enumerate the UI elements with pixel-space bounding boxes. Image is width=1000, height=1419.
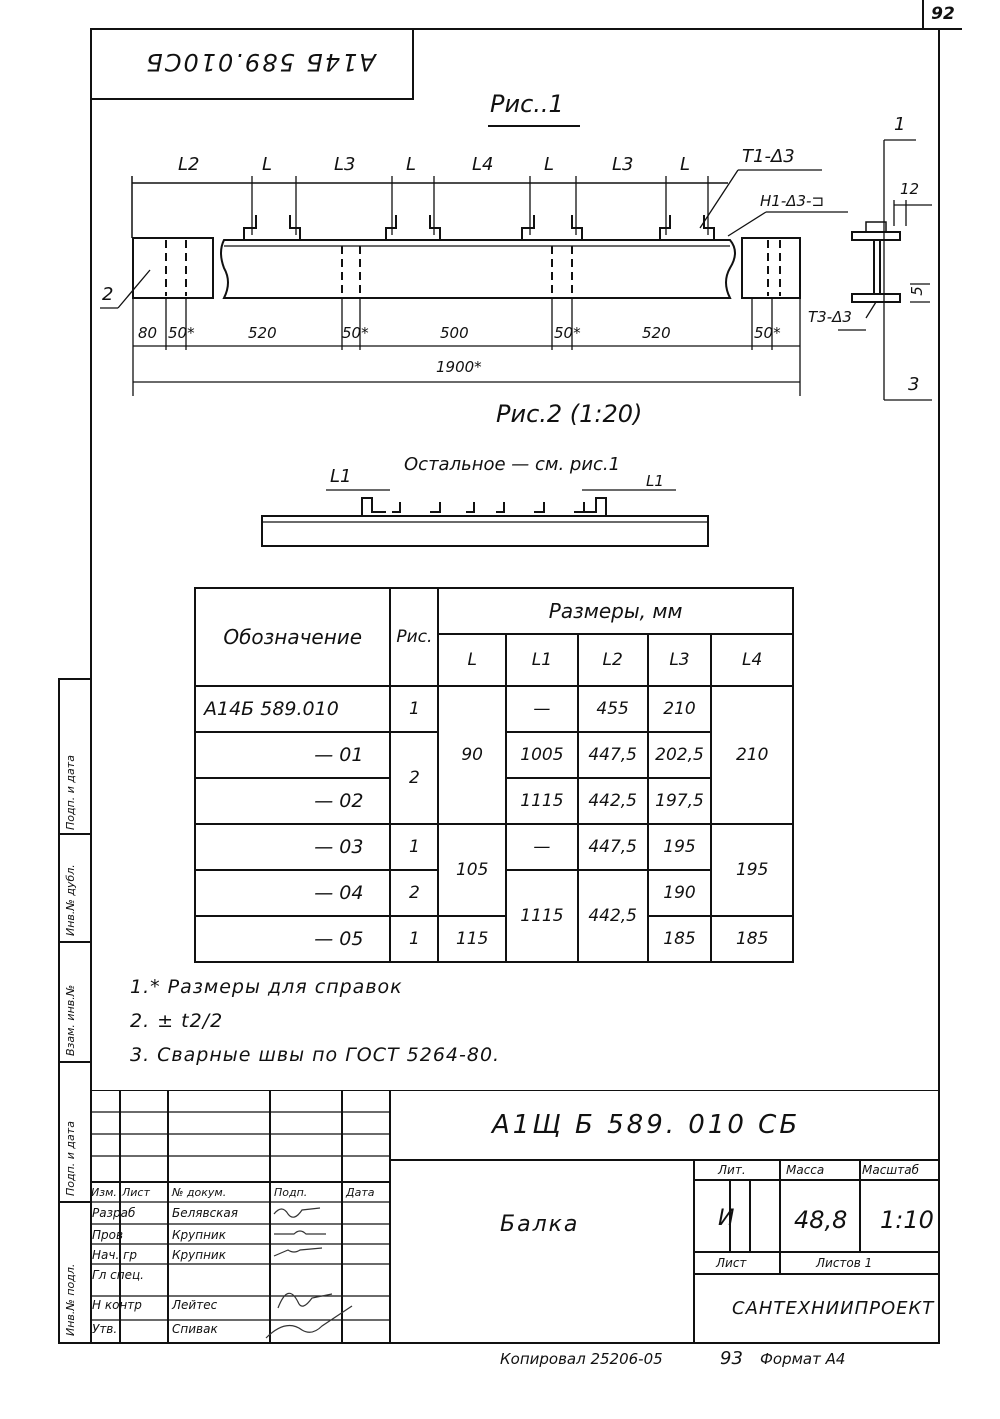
lit-label: Лит. — [718, 1163, 746, 1177]
figure2-drawing — [0, 440, 1000, 560]
signature-marks — [266, 1208, 352, 1338]
size-table — [194, 587, 794, 963]
hdr-podp: Подп. — [274, 1186, 308, 1199]
section-dim-5: 5 — [907, 286, 926, 296]
row-l3: 185 — [648, 916, 712, 962]
row-l3: 197,5 — [648, 778, 712, 824]
bottom-dim-80: 80 — [138, 324, 158, 342]
cell-l-merged-a: 90 — [438, 686, 506, 824]
subheader-l3: L3 — [648, 634, 712, 686]
overall-dim: 1900* — [436, 358, 482, 376]
row-l2: 447,5 — [578, 732, 648, 778]
figure1-title: Рис..1 — [490, 90, 564, 118]
name-nachgr: Крупник — [172, 1248, 226, 1262]
fig1-label-l2: L2 — [178, 154, 200, 175]
row-l2: 442,5 — [578, 778, 648, 824]
bottom-dim-50-3: 50* — [554, 324, 581, 342]
row-designation: А14Б 589.010 — [195, 686, 390, 732]
row-l3: 190 — [648, 870, 712, 916]
row-l4: 185 — [711, 916, 793, 962]
page-number: 92 — [922, 0, 962, 30]
header-sizes: Размеры, мм — [438, 588, 793, 634]
footer-format: Формат А4 — [760, 1350, 846, 1368]
row-l3: 210 — [648, 686, 712, 732]
side-label-podp2: Подп. и дата — [64, 1121, 77, 1196]
cell-l4-merged-b: 195 — [711, 824, 793, 916]
row-designation: — 04 — [195, 870, 390, 916]
role-nachgr: Нач. гр — [92, 1248, 138, 1262]
mass-value: 48,8 — [794, 1206, 848, 1234]
fig1-label-l-2: L — [406, 154, 417, 175]
row-designation: — 05 — [195, 916, 390, 962]
row-l3: 195 — [648, 824, 712, 870]
cell-l4-merged-a: 210 — [711, 686, 793, 824]
row-l1: — — [506, 686, 578, 732]
side-label-podp1: Подп. и дата — [64, 755, 77, 830]
callout-2: 2 — [102, 284, 114, 305]
section-dim-12: 12 — [900, 180, 920, 198]
cell-l-merged-b: 105 — [438, 824, 506, 916]
weld-t3: Т3-Δ3 — [808, 308, 852, 326]
note-1: 1.* Размеры для справок — [130, 976, 403, 998]
role-utv: Утв. — [92, 1322, 118, 1336]
subheader-l: L — [438, 634, 506, 686]
row-l2: 447,5 — [578, 824, 648, 870]
fig1-label-l-4: L — [680, 154, 691, 175]
hdr-list: Лист — [122, 1186, 150, 1199]
mass-label: Масса — [786, 1163, 825, 1177]
figure2-note: Остальное — см. рис.1 — [404, 454, 621, 475]
bottom-dim-50-4: 50* — [754, 324, 781, 342]
role-razrab: Разраб — [92, 1206, 136, 1220]
row-designation: — 02 — [195, 778, 390, 824]
bottom-dim-50-1: 50* — [168, 324, 195, 342]
fig1-label-l-1: L — [262, 154, 273, 175]
cell-l2-merged: 442,5 — [578, 870, 648, 962]
weld-t1: Т1-Δ3 — [742, 146, 795, 167]
row-l: 115 — [438, 916, 506, 962]
org-name: САНТЕХНИИПРОЕКТ — [732, 1298, 935, 1319]
bottom-dim-50-2: 50* — [342, 324, 369, 342]
figure2-title: Рис.2 (1:20) — [496, 400, 643, 428]
row-fig: 1 — [390, 916, 438, 962]
bottom-dim-520-1: 520 — [248, 324, 277, 342]
row-fig: 2 — [390, 870, 438, 916]
header-fig: Рис. — [390, 588, 438, 686]
cell-l1-merged: 1115 — [506, 870, 578, 962]
row-designation: — 01 — [195, 732, 390, 778]
figure1-drawing — [0, 0, 1000, 440]
row-l1: — — [506, 824, 578, 870]
fig1-label-l4: L4 — [472, 154, 494, 175]
lit-value: И — [718, 1206, 735, 1231]
role-nkontr: Н контр — [92, 1298, 142, 1312]
note-3: 3. Сварные швы по ГОСТ 5264-80. — [130, 1044, 501, 1066]
scale-value: 1:10 — [880, 1206, 934, 1234]
figure2-l1-left: L1 — [330, 466, 352, 487]
header-designation: Обозначение — [195, 588, 390, 686]
role-prov: Пров — [92, 1228, 124, 1242]
scale-label: Масштаб — [862, 1163, 920, 1177]
fig1-label-l-3: L — [544, 154, 555, 175]
title-name: Балка — [500, 1212, 580, 1237]
name-prov: Крупник — [172, 1228, 226, 1242]
bottom-dim-520-2: 520 — [642, 324, 671, 342]
name-razrab: Белявская — [172, 1206, 238, 1220]
title-doc-code: А1Щ Б 589. 010 СБ — [492, 1110, 801, 1140]
subheader-l1: L1 — [506, 634, 578, 686]
sheets-label: Листов 1 — [816, 1256, 873, 1270]
footer-copied: Копировал 25206-05 — [500, 1350, 663, 1368]
notes-block — [130, 970, 500, 1072]
row-fig: 1 — [390, 686, 438, 732]
row-l2: 455 — [578, 686, 648, 732]
subheader-l4: L4 — [711, 634, 793, 686]
side-label-dubl: Инв.№ дубл. — [64, 864, 77, 936]
sheet-label: Лист — [716, 1256, 747, 1270]
row-l1: 1115 — [506, 778, 578, 824]
side-label-podl: Инв.№ подл. — [64, 1263, 77, 1336]
footer-code: 93 — [720, 1348, 743, 1369]
row-l3: 202,5 — [648, 732, 712, 778]
note-2: 2. ± t2/2 — [130, 1010, 224, 1032]
callout-3: 3 — [908, 374, 920, 395]
callout-1: 1 — [894, 114, 906, 135]
fig1-label-l3-2: L3 — [612, 154, 634, 175]
name-nkontr: Лейтес — [172, 1298, 218, 1312]
inverted-stamp-code: A14Б 589.010СБ — [144, 48, 376, 76]
row-l1: 1005 — [506, 732, 578, 778]
side-label-vzam: Взам. инв.№ — [64, 984, 77, 1056]
hdr-data: Дата — [346, 1186, 375, 1199]
row-fig: 1 — [390, 824, 438, 870]
subheader-l2: L2 — [578, 634, 648, 686]
figure2-l1-right: L1 — [646, 472, 664, 490]
bottom-dim-500: 500 — [440, 324, 469, 342]
role-glspec: Гл спец. — [92, 1268, 144, 1282]
hdr-izm: Изм. — [91, 1186, 117, 1199]
fig1-label-l3-1: L3 — [334, 154, 356, 175]
name-utv: Спивак — [172, 1322, 218, 1336]
weld-h1: Н1-Δ3-⊐ — [760, 192, 825, 210]
cell-fig-merged: 2 — [390, 732, 438, 824]
row-designation: — 03 — [195, 824, 390, 870]
hdr-ndoc: № докум. — [172, 1186, 227, 1199]
